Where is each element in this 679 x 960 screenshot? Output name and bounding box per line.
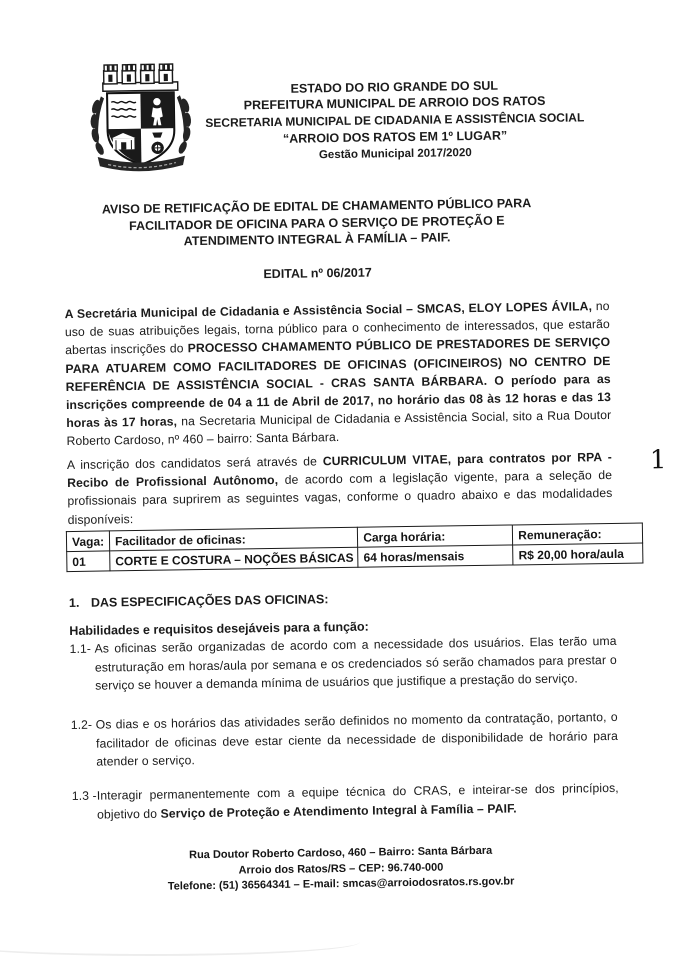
footer-address-line: Rua Doutor Roberto Cardoso, 460 – Bairro: Santa Bárbara xyxy=(189,844,493,862)
document-title-line: ATENDIMENTO INTEGRAL À FAMÍLIA – PAIF. xyxy=(183,230,451,249)
paragraph-run: PROCESSO CHAMAMENTO PÚBLICO DE PRESTADORES DE SERVIÇO PARA ATUAREM COMO FACILITADORES DE OFICINAS (OFICINEIROS) NO CENTRO DE REFERÊNCIA DE ASSISTÊNCIA SOCIAL - CRAS SANTA BÁRBARA. O período para as inscrições compreende de 04 a 11 de Abril de 2017, no horário das 08 às 12 horas e das 13 horas às 17 horas, xyxy=(65,335,612,431)
table-header-cell: Facilitador de oficinas: xyxy=(109,527,358,551)
list-item xyxy=(72,779,619,824)
org-state-line: ESTADO DO RIO GRANDE DO SUL xyxy=(290,78,499,96)
section-heading xyxy=(69,592,329,610)
paragraph-run: na Secretaria Municipal de Cidadania e Assistência Social, sito a Rua Doutor Roberto Cardoso, nº 460 – bairro: Santa Bárbara. xyxy=(66,408,612,449)
section-subheading: Habilidades e requisitos desejáveis para a função: xyxy=(69,619,369,639)
table-cell: CORTE E COSTURA – NOÇÕES BÁSICAS xyxy=(110,547,359,571)
footer-city-line: Arroio dos Ratos/RS – CEP: 96.740-000 xyxy=(238,861,444,877)
document-footer xyxy=(46,842,637,897)
list-item-text: Interagir permanentemente com a equipe técnica do CRAS, e inteirar-se dos princípios, objetivo do xyxy=(96,780,619,822)
paragraph-run: de acordo com a legislação vigente, para a seleção de profissionais para suprirem as seguintes vagas, conforme o quadro abaixo e das modalidades disponíveis: xyxy=(67,468,613,527)
list-item-text: Os dias e os horários das atividades serão definidos no momento da contratação, portanto, o facilitador de oficinas deve estar ciente da necessidade de disponibilidade de horário para atender o serviço. xyxy=(95,709,619,769)
list-item-text: As oficinas serão organizadas de acordo com a necessidade dos usuários. Elas terão uma estruturação em horas/aula por semana e os credenciados só serão chamados para prestar o serviço se houver a demanda mínima de usuários que justifique a prestação do serviço. xyxy=(94,633,617,693)
coat-of-arms-icon xyxy=(86,60,196,180)
list-item xyxy=(71,708,619,772)
org-slogan-line: “ARROIO DOS RATOS EM 1º LUGAR” xyxy=(282,128,508,146)
paragraph-intro xyxy=(65,297,612,451)
edital-number: EDITAL nº 06/2017 xyxy=(263,265,372,282)
document-title xyxy=(34,194,600,252)
table-header-cell: Carga horária: xyxy=(358,525,513,547)
list-item-label: 1.1- xyxy=(69,641,92,657)
vacancies-table xyxy=(66,523,644,573)
list-item-label: 1.2- xyxy=(70,717,93,733)
paragraph-run: A inscrição dos candidatos será através de xyxy=(66,454,323,473)
list-item-text: Serviço de Proteção e Atendimento Integral à Família – PAIF. xyxy=(160,800,517,821)
org-gestao-line: Gestão Municipal 2017/2020 xyxy=(318,147,472,162)
paragraph-inscricao xyxy=(67,448,613,529)
list-item xyxy=(69,632,617,696)
footer-contact-line: Telefone: (51) 36564341 – E-mail: smcas@arroiodosratos.rs.gov.br xyxy=(167,875,515,893)
table-header-cell: Vaga: xyxy=(66,531,109,552)
list-item-label: 1.3 - xyxy=(71,788,97,804)
table-header-cell: Remuneração: xyxy=(513,523,643,545)
table-cell: R$ 20,00 hora/aula xyxy=(513,543,643,565)
org-secretary-line: SECRETARIA MUNICIPAL DE CIDADANIA E ASSISTÊNCIA SOCIAL xyxy=(205,110,585,130)
section-heading-text: DAS ESPECIFICAÇÕES DAS OFICINAS: xyxy=(90,592,329,610)
document-title-line: FACILITADOR DE OFICINA PARA O SERVIÇO DE PROTEÇÃO E xyxy=(128,213,505,233)
paragraph-run: no uso de suas atribuições legais, torna público para o conhecimento de interessados, que estarão abertas inscrições do xyxy=(64,298,610,358)
table-cell: 01 xyxy=(67,551,110,572)
page-number: 1 xyxy=(649,445,667,476)
paragraph-run: CURRICULUM VITAE, para contratos por RPA - Recibo de Profissional Autônomo, xyxy=(67,449,612,491)
table-cell: 64 horas/mensais xyxy=(358,545,513,567)
org-city-line: PREFEITURA MUNICIPAL DE ARROIO DOS RATOS xyxy=(243,93,546,113)
paragraph-run: A Secretária Municipal de Cidadania e Assistência Social – SMCAS, ELOY LOPES ÁVILA, xyxy=(64,299,593,322)
section-number: 1. xyxy=(68,595,80,611)
document-title-line: AVISO DE RETIFICAÇÃO DE EDITAL DE CHAMAMENTO PÚBLICO PARA xyxy=(101,196,532,217)
letterhead xyxy=(184,76,605,165)
